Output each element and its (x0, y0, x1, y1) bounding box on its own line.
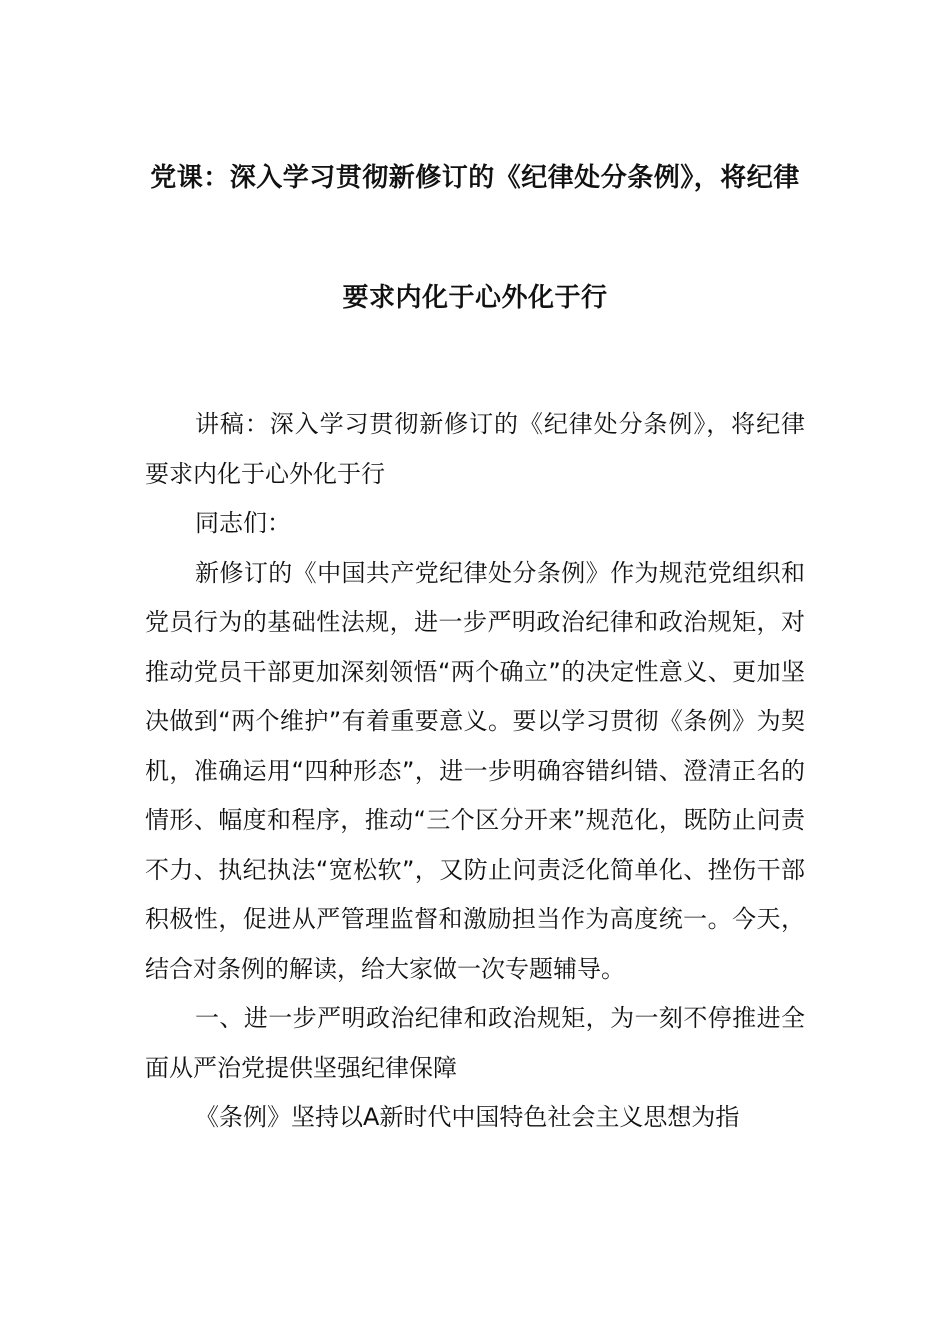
paragraph-intro: 新修订的《中国共产党纪律处分条例》作为规范党组织和党员行为的基础性法规，进一步严明政治纪律和政治规矩，对推动党员干部更加深刻领悟“两个确立”的决定性意义、更加坚决做到“两个维护”有着重要意义。要以学习贯彻《条例》为契机，准确运用“四种形态”，进一步明确容错纠错、澄清正名的情形、幅度和程序，推动“三个区分开来”规范化，既防止问责不力、执纪执法“宽松软”，又防止问责泛化简单化、挫伤干部积极性，促进从严管理监督和激励担当作为高度统一。今天，结合对条例的解读，给大家做一次专题辅导。 (145, 558, 805, 983)
paragraph-heading-note: 讲稿：深入学习贯彻新修订的《纪律处分条例》，将纪律要求内化于心外化于行 (145, 410, 805, 488)
document-title-line-2: 要求内化于心外化于行 (342, 283, 608, 313)
document-body (145, 400, 805, 1143)
paragraph-section-heading: 一、进一步严明政治纪律和政治规矩，为一刻不停推进全面从严治党提供坚强纪律保障 (145, 1004, 805, 1082)
document-title-line-1: 党课：深入学习贯彻新修订的《纪律处分条例》，将纪律 (150, 163, 800, 193)
paragraph-salutation: 同志们： (195, 509, 291, 537)
paragraph-section-body: 《条例》坚持以A新时代中国特色社会主义思想为指 (195, 1103, 740, 1131)
